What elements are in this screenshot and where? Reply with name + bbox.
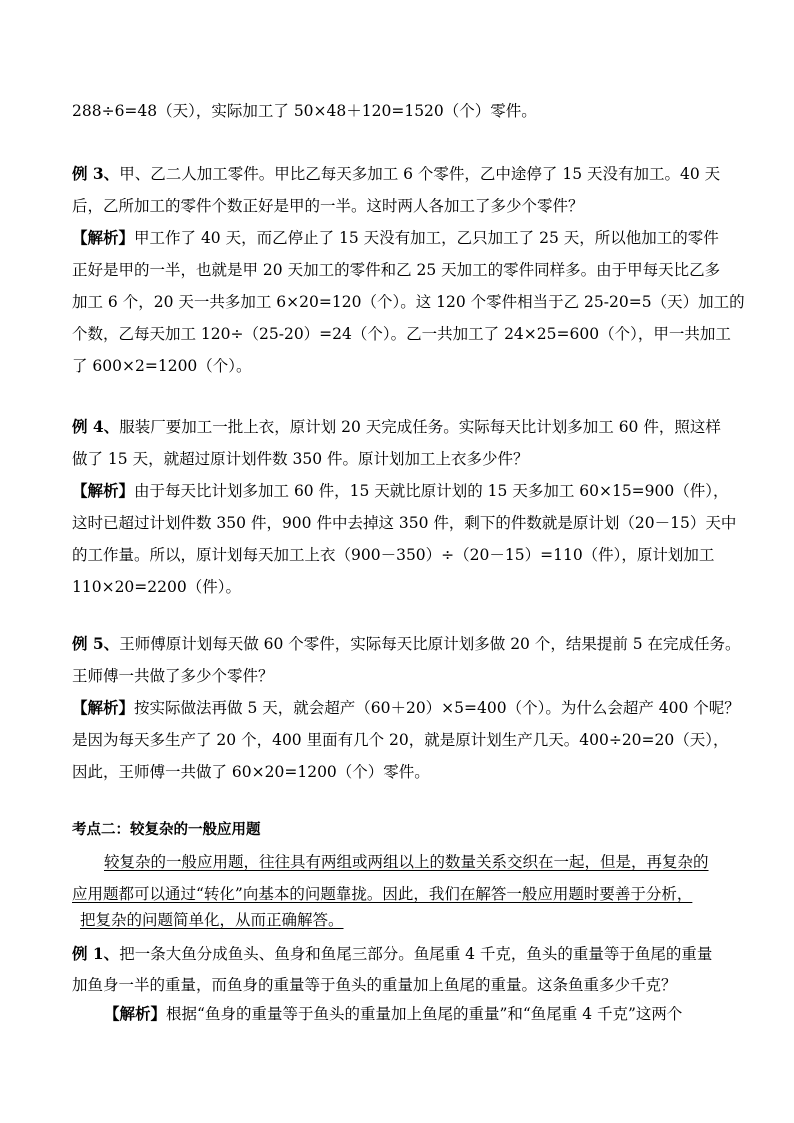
ex3-label: 例 3、 <box>72 164 120 183</box>
ex1-question-line-2: 加鱼身一半的重量，而鱼身的重量等于鱼头的重量加上鱼尾的重量。这条鱼重多少千克？ <box>72 976 677 994</box>
ex5-question-line-1: 例 5、王师傅原计划每天做 60 个零件，实际每天比原计划多做 20 个，结果提前 5 在完成任务。 <box>72 634 741 653</box>
ex4-question-line-2: 做了 15 天，就超过原计划件数 350 件。原计划加工上衣多少件？ <box>72 450 529 468</box>
analysis-tag: 【解析】 <box>72 698 135 717</box>
section-paragraph-line-1: 较复杂的一般应用题，往往具有两组或两组以上的数量关系交织在一起，但是，再复杂的 <box>104 853 709 871</box>
ex4-label: 例 4、 <box>72 417 120 436</box>
ex4-analysis-line-1: 【解析】由于每天比计划多加工 60 件，15 天就比原计划的 15 天多加工 60×15=900（件）， <box>72 481 729 500</box>
ex3-analysis-line-4: 个数，乙每天加工 120÷（25-20）=24（个）。乙一共加工了 24×25=600（个），甲一共加工 <box>72 325 731 343</box>
ex5-analysis-line-3: 因此，王师傅一共做了 60×20=1200（个）零件。 <box>72 763 430 781</box>
ex5-analysis-line-2: 是因为每天多生产了 20 个，400 里面有几个 20，就是原计划生产几天。400÷20=20（天）， <box>72 731 729 749</box>
section-paragraph-line-3: 把复杂的问题简单化，从而正确解答。 <box>80 911 344 929</box>
ex3-question-line-2: 后，乙所加工的零件个数正好是甲的一半。这时两人各加工了多少个零件？ <box>72 197 584 215</box>
ex3-analysis-line-2: 正好是甲的一半，也就是甲 20 天加工的零件和乙 25 天加工的零件同样多。由于甲每天比乙多 <box>72 261 721 279</box>
ex1-label: 例 1、 <box>72 944 120 963</box>
ex4-question-line-1: 例 4、服装厂要加工一批上衣，原计划 20 天完成任务。实际每天比计划多加工 60 件，照这样 <box>72 417 721 436</box>
ex5-label: 例 5、 <box>72 634 120 653</box>
carry-over-line: 288÷6=48（天），实际加工了 50×48＋120=1520（个）零件。 <box>72 102 537 120</box>
ex4-analysis-line-4: 110×20=2200（件）。 <box>72 578 241 596</box>
analysis-tag: 【解析】 <box>104 1004 167 1023</box>
section-heading: 考点二：较复杂的一般应用题 <box>72 821 261 838</box>
ex5-analysis-line-1: 【解析】按实际做法再做 5 天，就会超产（60＋20）×5=400（个）。为什么会超产 400 个呢？ <box>72 698 740 717</box>
analysis-tag: 【解析】 <box>72 228 135 247</box>
ex1-question-line-1: 例 1、把一条大鱼分成鱼头、鱼身和鱼尾三部分。鱼尾重 4 千克，鱼头的重量等于鱼尾的重量 <box>72 944 713 963</box>
ex4-analysis-line-2: 这时已超过计划件数 350 件，900 件中去掉这 350 件，剩下的件数就是原计划（20－15）天中 <box>72 514 737 532</box>
ex3-analysis-line-5: 了 600×2=1200（个）。 <box>72 357 252 375</box>
ex3-analysis-line-3: 加工 6 个，20 天一共多加工 6×20=120（个）。这 120 个零件相当于乙 25-20=5（天）加工的 <box>72 293 745 311</box>
ex3-analysis-line-1: 【解析】甲工作了 40 天，而乙停止了 15 天没有加工，乙只加工了 25 天，所以他加工的零件 <box>72 228 719 247</box>
ex4-analysis-line-3: 的工作量。所以，原计划每天加工上衣（900－350）÷（20－15）=110（件），原计划加工 <box>72 546 715 564</box>
ex3-question-line-1: 例 3、甲、乙二人加工零件。甲比乙每天多加工 6 个零件，乙中途停了 15 天没有加工。40 天 <box>72 164 721 183</box>
ex5-question-line-2: 王师傅一共做了多少个零件？ <box>72 667 274 685</box>
ex1-analysis-line-1: 【解析】根据“鱼身的重量等于鱼头的重量加上鱼尾的重量”和“鱼尾重 4 千克”这两个 <box>104 1004 683 1023</box>
analysis-tag: 【解析】 <box>72 481 135 500</box>
section-paragraph-line-2: 应用题都可以通过“转化”向基本的问题靠拢。因此，我们在解答一般应用题时要善于分析， <box>72 885 693 903</box>
